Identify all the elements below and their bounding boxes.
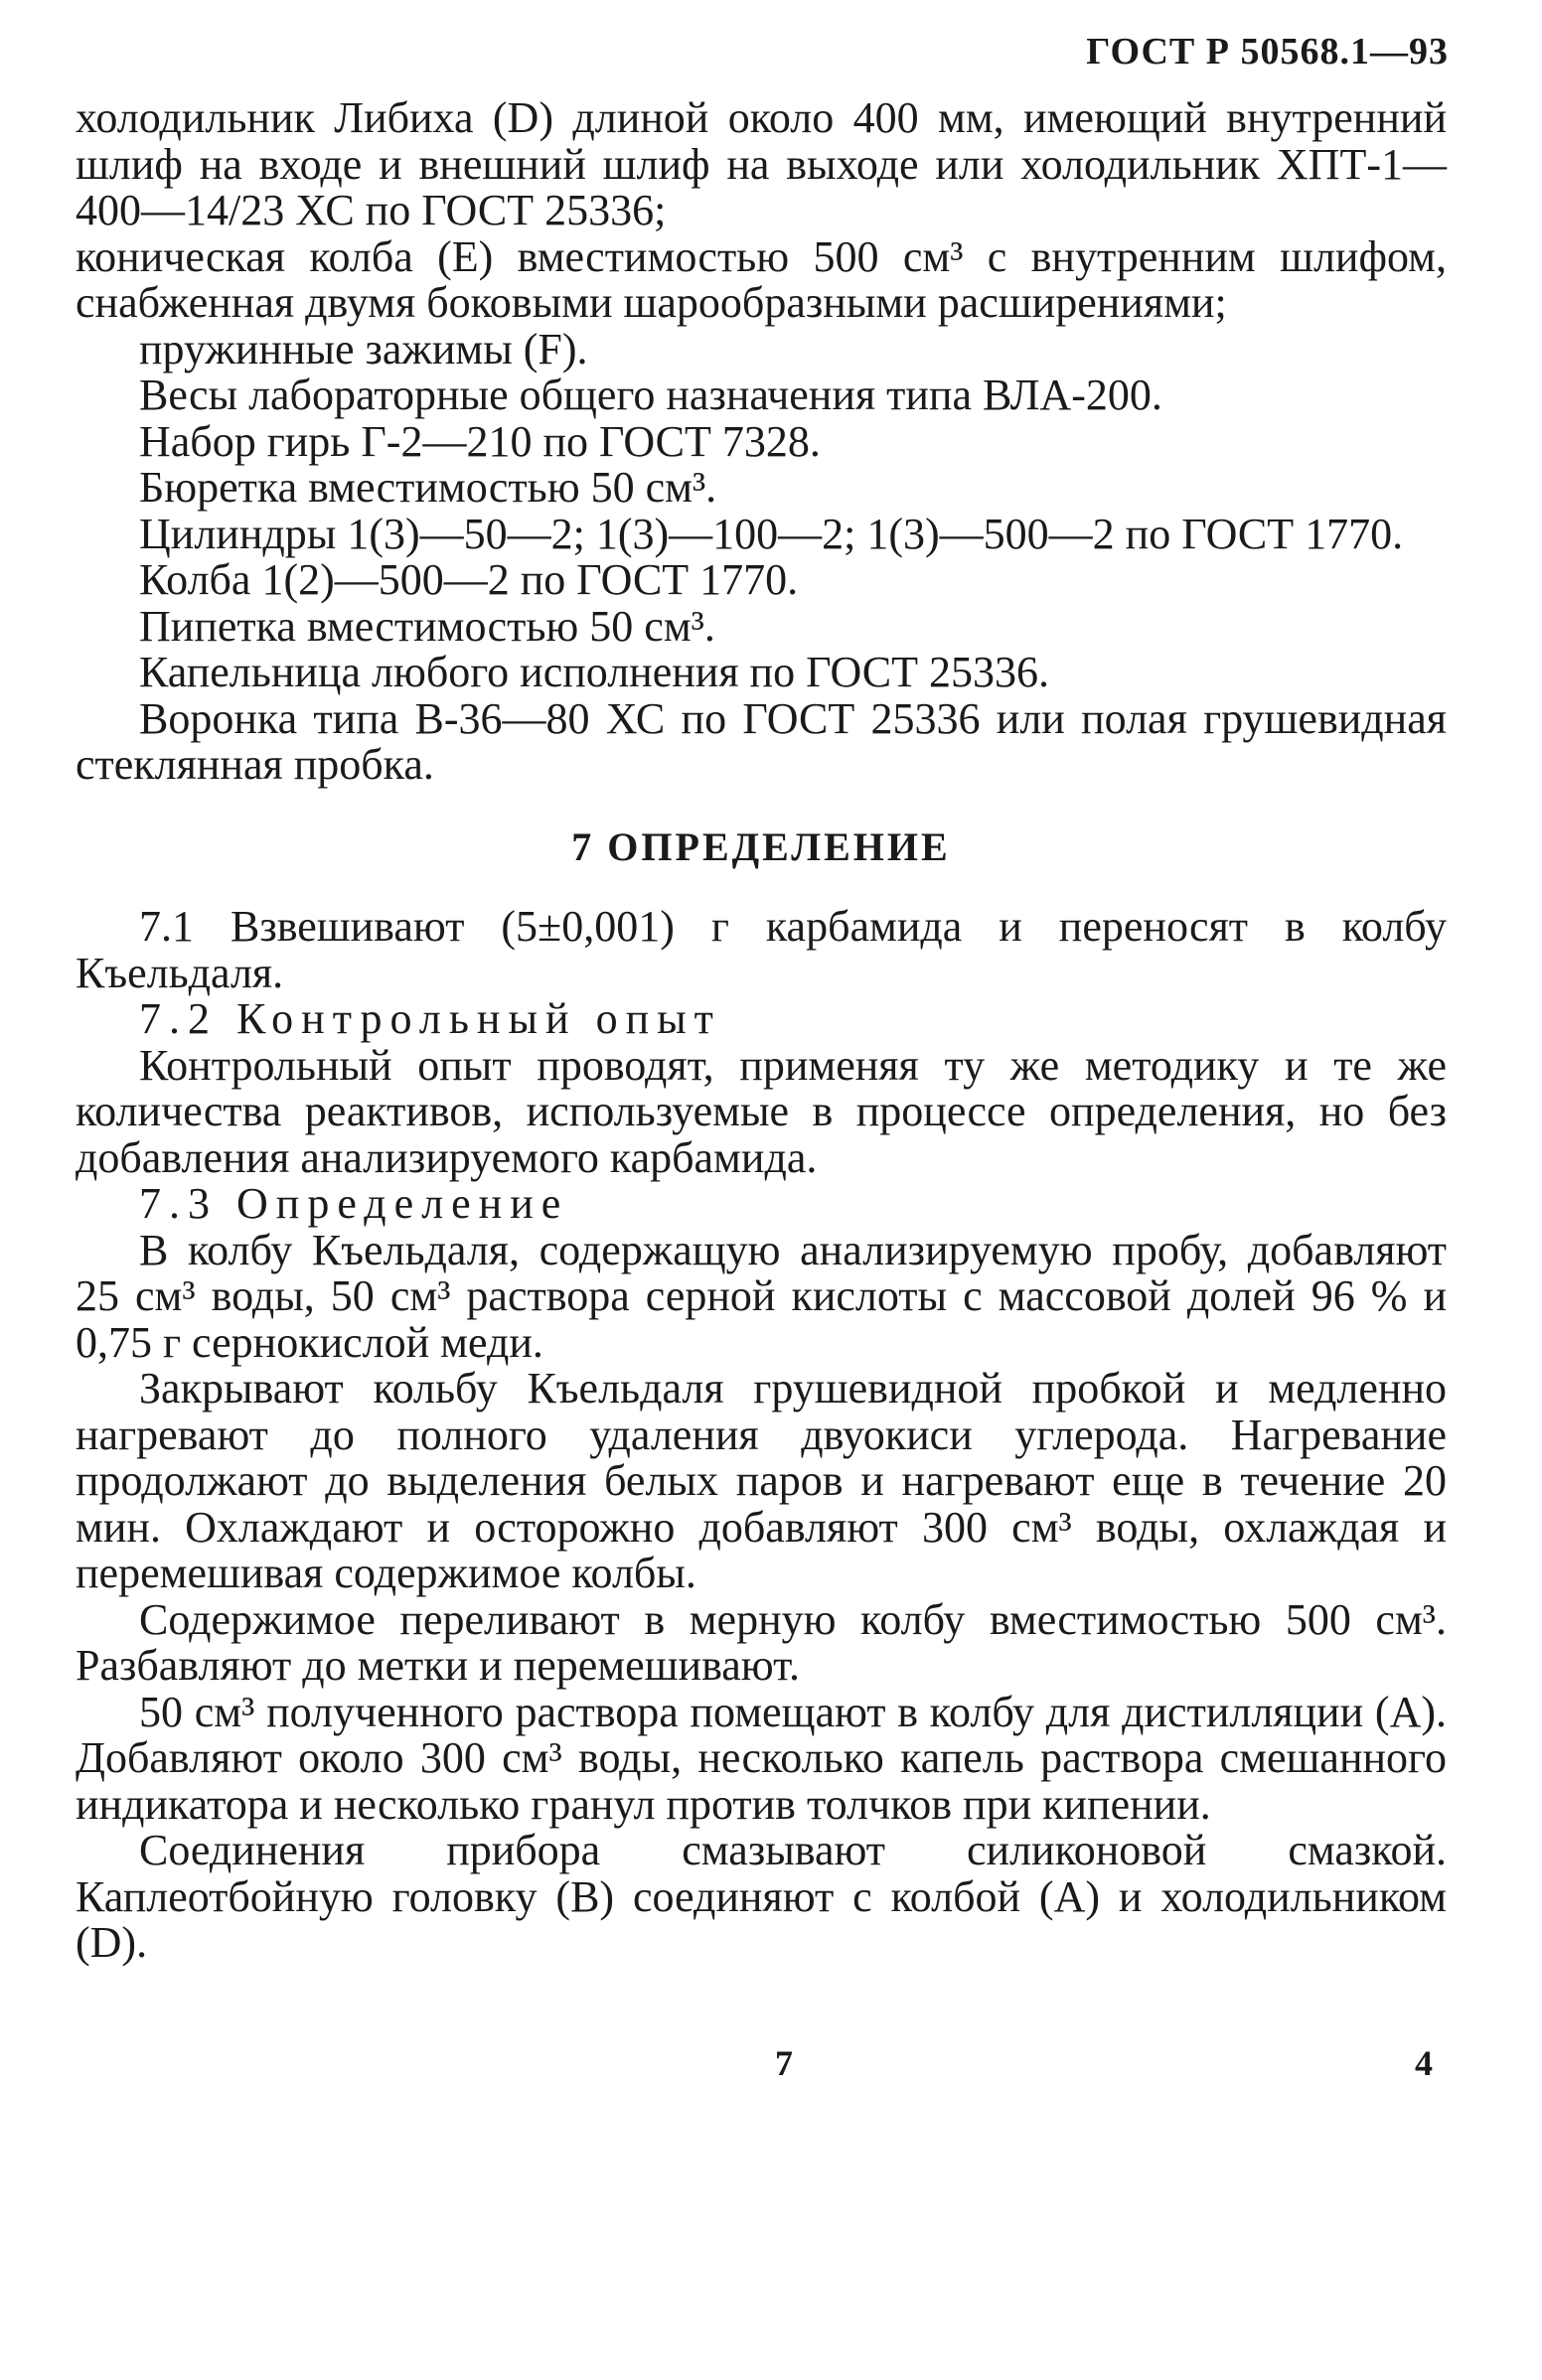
- subheading-7-3: 7.3 Определение: [139, 1179, 569, 1228]
- paragraph-connections: Соединения прибора смазывают силиконовой смазкой. Каплеотбойную головку (B) соединяют с колбой (A) и холодильником (D).: [76, 1826, 1447, 1967]
- paragraph-scales: Весы лабораторные общего назначения типа ВЛА-200.: [139, 371, 1162, 419]
- paragraph-burette: Бюретка вместимостью 50 см³.: [139, 463, 717, 512]
- page-number-right: 4: [1415, 2043, 1433, 2083]
- paragraph-control-test: Контрольный опыт проводят, применяя ту же методику и те же количества реактивов, используемые в процессе определения, но без добавления анализируемого карбамида.: [76, 1040, 1447, 1182]
- document-body: [76, 95, 1447, 1967]
- paragraph-funnel: Воронка типа В-36—80 ХС по ГОСТ 25336 или полая грушевидная стеклянная пробка.: [76, 693, 1447, 789]
- paragraph-7-1: 7.1 Взвешивают (5±0,001) г карбамида и переносят в колбу Къельдаля.: [76, 902, 1447, 997]
- paragraph-flask: Колба 1(2)—500—2 по ГОСТ 1770.: [139, 555, 799, 604]
- paragraph-weights: Набор гирь Г-2—210 по ГОСТ 7328.: [139, 416, 821, 466]
- paragraph-conical-flask: коническая колба (E) вместимостью 500 см³ с внутренним шлифом, снабженная двумя боковыми шарообразными расширениями;: [76, 231, 1447, 327]
- paragraph-pipette: Пипетка вместимостью 50 см³.: [139, 601, 715, 651]
- paragraph-dilution: Содержимое переливают в мерную колбу вместимостью 500 см³. Разбавляют до метки и перемешивают.: [76, 1594, 1447, 1690]
- paragraph-condenser: холодильник Либиха (D) длиной около 400 мм, имеющий внутренний шлиф на входе и внешний шлиф на выходе или холодильник ХПТ-1—400—14/23 ХС по ГОСТ 25336;: [76, 93, 1447, 234]
- page-number-center: 7: [775, 2043, 793, 2083]
- subheading-7-2: 7.2 Контрольный опыт: [139, 994, 721, 1043]
- paragraph-distillation: 50 см³ полученного раствора помещают в колбу для дистилляции (A). Добавляют около 300 см³ воды, несколько капель раствора смешанного индикатора и несколько гранул против толчков при кипении.: [76, 1687, 1447, 1829]
- paragraph-add-reagents: В колбу Къельдаля, содержащую анализируемую пробу, добавляют 25 см³ воды, 50 см³ раствора серной кислоты с массовой долей 96 % и 0,75 г сернокислой меди.: [76, 1225, 1447, 1367]
- paragraph-heating: Закрывают кольбу Къельдаля грушевидной пробкой и медленно нагревают до полного удаления двуокиси углерода. Нагревание продолжают до выделения белых паров и нагревают еще в течение 20 мин. Охлаждают и осторожно добавляют 300 см³ воды, охлаждая и перемешивая содержимое колбы.: [76, 1364, 1447, 1597]
- paragraph-cylinders: Цилиндры 1(3)—50—2; 1(3)—100—2; 1(3)—500—2 по ГОСТ 1770.: [139, 509, 1404, 558]
- paragraph-dropper: Капельница любого исполнения по ГОСТ 25336.: [139, 648, 1049, 696]
- section-heading: 7 ОПРЕДЕЛЕНИЕ: [571, 823, 951, 869]
- paragraph-clamps: пружинные зажимы (F).: [139, 324, 588, 373]
- standard-code-header: ГОСТ Р 50568.1—93: [1086, 31, 1449, 73]
